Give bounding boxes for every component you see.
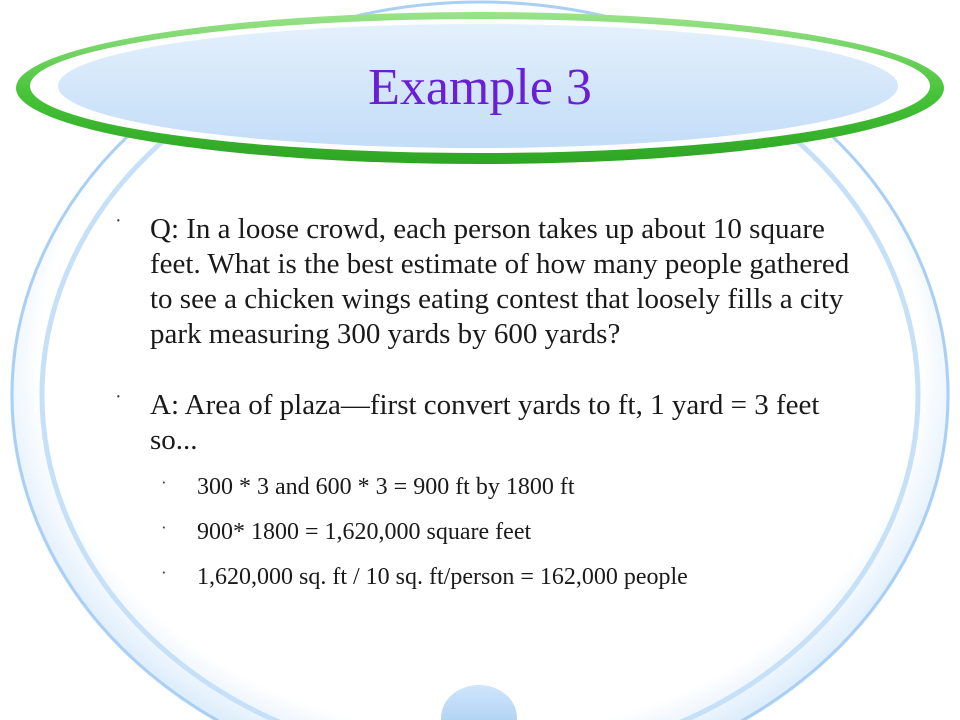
step-text: 300 * 3 and 600 * 3 = 900 ft by 1800 ft [197, 474, 575, 500]
answer-steps [115, 472, 855, 592]
step-text: 1,620,000 sq. ft / 10 sq. ft/person = 162,000 people [197, 564, 688, 590]
step-item [115, 472, 855, 502]
answer-paragraph [115, 388, 855, 458]
bullet-dot: · [161, 473, 167, 492]
answer-text: A: Area of plaza—first convert yards to ft, 1 yard = 3 feet so... [150, 389, 820, 456]
bullet-dot: · [161, 563, 167, 582]
slide-title: Example 3 [368, 59, 592, 116]
step-text: 900* 1800 = 1,620,000 square feet [197, 519, 532, 545]
question-text: Q: In a loose crowd, each person takes up about 10 square feet. What is the best estimate of how many people gathered to see a chicken wings eating contest that loosely fills a city park measuring 300 yards by 600 yards? [150, 213, 850, 350]
bullet-dot: · [115, 210, 122, 232]
slide-body [115, 212, 855, 592]
step-item [115, 562, 855, 592]
step-item [115, 517, 855, 547]
question-paragraph [115, 212, 855, 352]
bullet-dot: · [161, 518, 167, 537]
bullet-dot: · [115, 386, 122, 408]
